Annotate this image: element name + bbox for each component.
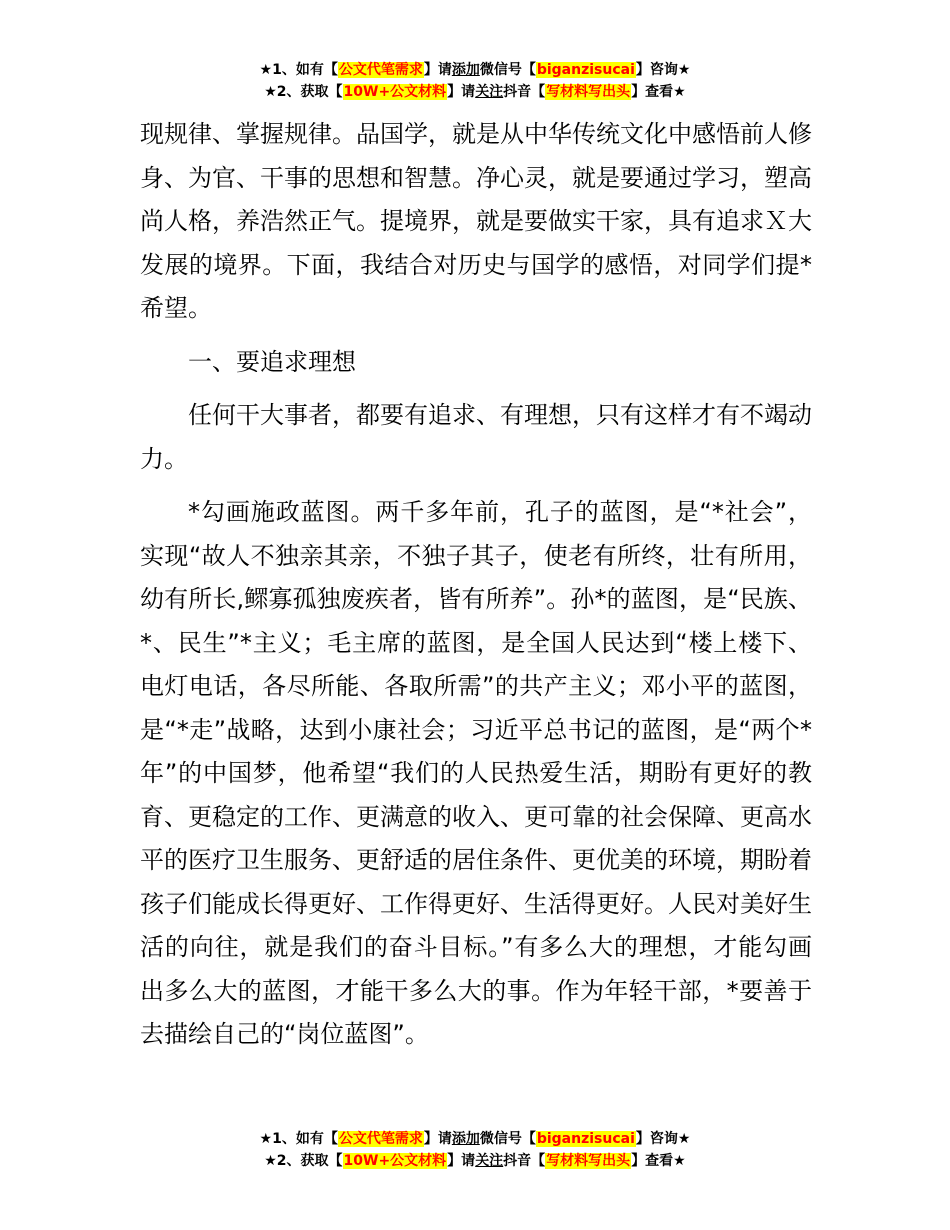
footer-highlight-materials: 10W+公文材料 [343, 1153, 447, 1169]
footer-line-1: ★1、如有【公文代笔需求】请添加微信号【biganzisucai】咨询★ [259, 1131, 691, 1147]
underline-follow: 关注 [475, 84, 504, 100]
highlight-wechat-id: biganzisucai [536, 62, 635, 78]
footer-highlight-douyin-id: 写材料写出头 [546, 1153, 631, 1169]
footer-banner [0, 1128, 950, 1172]
paragraph-1: 任何干大事者，都要有追求、有理想，只有这样才有不竭动力。 [140, 401, 812, 473]
footer-highlight-wechat-id: biganzisucai [536, 1131, 635, 1147]
footer-highlight-service: 公文代笔需求 [338, 1131, 423, 1147]
header-banner [0, 59, 950, 103]
banner-line-1: ★1、如有【公文代笔需求】请添加微信号【biganzisucai】咨询★ [259, 62, 691, 78]
section-heading-1: 一、要追求理想 [188, 347, 356, 376]
paragraph-2: *勾画施政蓝图。两千多年前，孔子的蓝图，是“*社会”，实现“故人不独亲其亲，不独子其子，使老有所终，壮有所用，幼有所长,鳏寡孤独废疾者，皆有所养”。孙*的蓝图，是“民族、*、民生”*主义；毛主席的蓝图，是全国人民达到“楼上楼下、电灯电话，各尽所能、各取所需”的共产主义；邓小平的蓝图，是“*走”战略，达到小康社会；习近平总书记的蓝图，是“两个*年”的中国梦，他希望“我们的人民热爱生活，期盼有更好的教育、更稳定的工作、更满意的收入、更可靠的社会保障、更高水平的医疗卫生服务、更舒适的居住条件、更优美的环境，期盼着孩子们能成长得更好、工作得更好、生活得更好。人民对美好生活的向往，就是我们的奋斗目标。”有多么大的理想，才能勾画出多么大的蓝图，才能干多么大的事。作为年轻干部，*要善于去描绘自己的“岗位蓝图”。 [140, 498, 812, 1048]
banner-line-2: ★2、获取【10W+公文材料】请关注抖音【写材料写出头】查看★ [264, 84, 686, 100]
highlight-douyin-id: 写材料写出头 [546, 84, 631, 100]
highlight-service: 公文代笔需求 [338, 62, 423, 78]
footer-underline-add: 添加 [451, 1131, 480, 1147]
paragraph-intro: 现规律、掌握规律。品国学，就是从中华传统文化中感悟前人修身、为官、干事的思想和智慧。净心灵，就是要通过学习，塑高尚人格，养浩然正气。提境界，就是要做实干家，具有追求Ｘ大发展的境界。下面，我结合对历史与国学的感悟，对同学们提*希望。 [140, 120, 812, 322]
footer-underline-follow: 关注 [475, 1153, 504, 1169]
underline-add: 添加 [451, 62, 480, 78]
document-body [140, 113, 812, 1057]
highlight-materials: 10W+公文材料 [343, 84, 447, 100]
footer-line-2: ★2、获取【10W+公文材料】请关注抖音【写材料写出头】查看★ [264, 1153, 686, 1169]
